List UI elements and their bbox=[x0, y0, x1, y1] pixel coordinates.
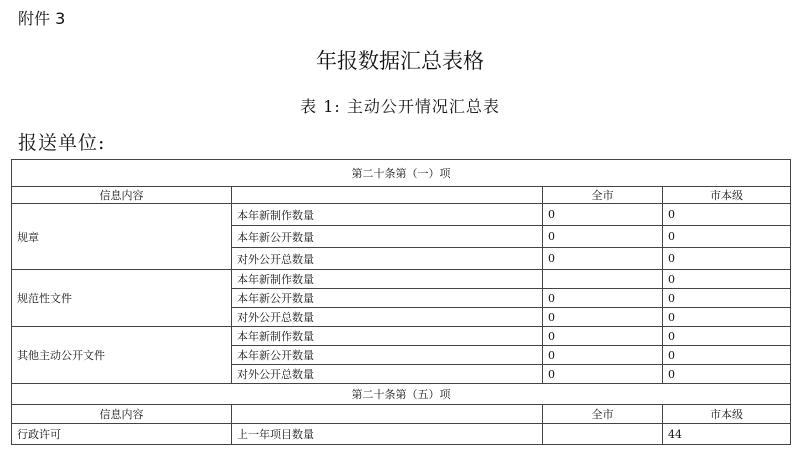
city-value bbox=[543, 270, 663, 289]
col-header-level: 市本级 bbox=[663, 187, 791, 204]
group-name: 规章 bbox=[12, 204, 232, 270]
document-title: 年报数据汇总表格 bbox=[316, 49, 484, 73]
col-header-item bbox=[232, 187, 543, 204]
item-name: 行政许可 bbox=[12, 424, 232, 445]
city-value: 0 bbox=[543, 308, 663, 327]
col-header-city: 全市 bbox=[543, 405, 663, 424]
col-header-city: 全市 bbox=[543, 187, 663, 204]
row-label: 本年新公开数量 bbox=[232, 289, 543, 308]
col-header-info: 信息内容 bbox=[12, 405, 232, 424]
level-value: 0 bbox=[663, 308, 791, 327]
row-label: 对外公开总数量 bbox=[232, 365, 543, 384]
table-row bbox=[12, 270, 791, 289]
city-value: 0 bbox=[543, 248, 663, 270]
col-header-item bbox=[232, 405, 543, 424]
level-value: 0 bbox=[663, 289, 791, 308]
row-label: 对外公开总数量 bbox=[232, 248, 543, 270]
city-value: 0 bbox=[543, 346, 663, 365]
row-label: 本年新公开数量 bbox=[232, 346, 543, 365]
table-row bbox=[12, 424, 791, 445]
section2-header: 第二十条第（五）项 bbox=[12, 384, 791, 405]
row-label: 本年新制作数量 bbox=[232, 327, 543, 346]
table-subtitle: 表 1: 主动公开情况汇总表 bbox=[300, 97, 500, 116]
row-label: 本年新制作数量 bbox=[232, 204, 543, 226]
col-header-level: 市本级 bbox=[663, 405, 791, 424]
section1-header: 第二十条第（一）项 bbox=[12, 160, 791, 187]
table-row bbox=[12, 327, 791, 346]
row-label: 本年新制作数量 bbox=[232, 270, 543, 289]
city-value bbox=[543, 424, 663, 445]
summary-table bbox=[11, 159, 791, 445]
city-value: 0 bbox=[543, 226, 663, 248]
level-value: 0 bbox=[663, 204, 791, 226]
reporting-unit-label: 报送单位: bbox=[18, 132, 106, 154]
city-value: 0 bbox=[543, 365, 663, 384]
row-label: 对外公开总数量 bbox=[232, 308, 543, 327]
level-value: 0 bbox=[663, 327, 791, 346]
column-header-row bbox=[12, 187, 791, 204]
table-row bbox=[12, 204, 791, 226]
attachment-label: 附件 3 bbox=[18, 9, 66, 28]
city-value: 0 bbox=[543, 289, 663, 308]
city-value: 0 bbox=[543, 327, 663, 346]
level-value: 0 bbox=[663, 346, 791, 365]
level-value: 44 bbox=[663, 424, 791, 445]
section-header-row bbox=[12, 160, 791, 187]
level-value: 0 bbox=[663, 270, 791, 289]
level-value: 0 bbox=[663, 365, 791, 384]
section-header-row bbox=[12, 384, 791, 405]
column-header-row bbox=[12, 405, 791, 424]
row-label: 上一年项目数量 bbox=[232, 424, 543, 445]
group-name: 其他主动公开文件 bbox=[12, 327, 232, 384]
row-label: 本年新公开数量 bbox=[232, 226, 543, 248]
col-header-info: 信息内容 bbox=[12, 187, 232, 204]
city-value: 0 bbox=[543, 204, 663, 226]
level-value: 0 bbox=[663, 248, 791, 270]
group-name: 规范性文件 bbox=[12, 270, 232, 327]
level-value: 0 bbox=[663, 226, 791, 248]
